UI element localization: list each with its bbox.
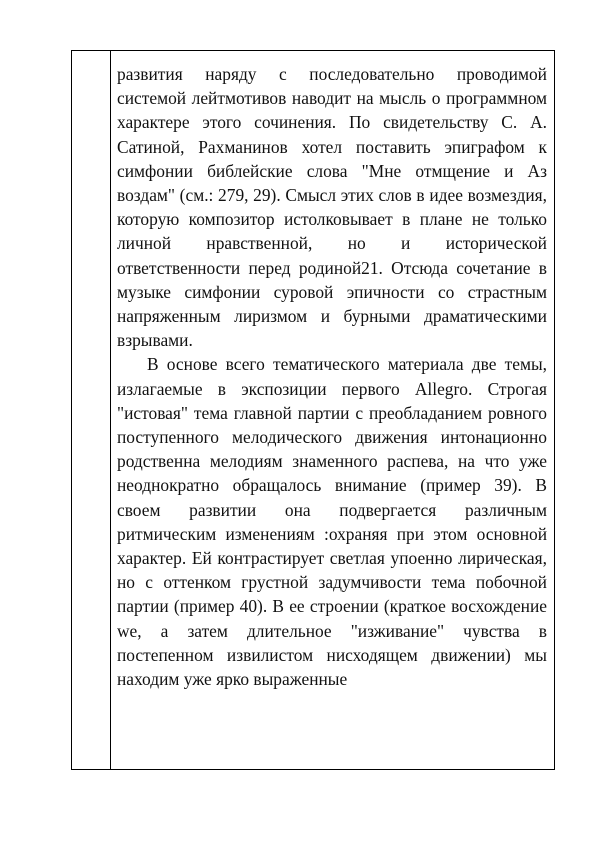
paragraph-1: развития наряду с последовательно проводимой системой лейтмотивов наводит на мысль о программном характере этого сочинения. По свидетельству С. А. Сатиной, Рахманинов хотел поставить эпиграфом к симфонии библейские слова "Мне отмщение и Аз воздам" (см.: 279, 29). Смысл этих слов в идее возмездия, которую композитор истолковывает в плане не только личной нравственной, но и исторической ответственности перед родиной21. Отсюда сочетание в музыке симфонии суровой эпичности со страстным напряженным лиризмом и бурными драматическими взрывами. [117,64,547,351]
table-border-bottom [71,769,554,770]
table-column-divider [110,50,111,770]
table-border-right [554,50,555,770]
table-border-left [71,50,72,770]
text-cell [117,62,547,691]
table-border-top [71,50,554,51]
paragraph-2: В основе всего тематического материала две темы, излагаемые в экспозиции первого Allegro. Строгая "истовая" тема главной партии с преобладанием ровного поступенного мелодического движения интонационно родственна мелодиям знаменного распева, на что уже неоднократно обращалось внимание (пример 39). В своем развитии она подвергается различным ритмическим изменениям :охраняя при этом основной характер. Ей контрастирует светлая упоенно лирическая, но с оттенком грустной задумчивости тема побочной партии (пример 40). В ее строении (краткое восхождение we, а затем длительное "изживание" чувства в постепенном извилистом нисходящем движении) мы находим уже ярко выраженные [117,354,547,690]
